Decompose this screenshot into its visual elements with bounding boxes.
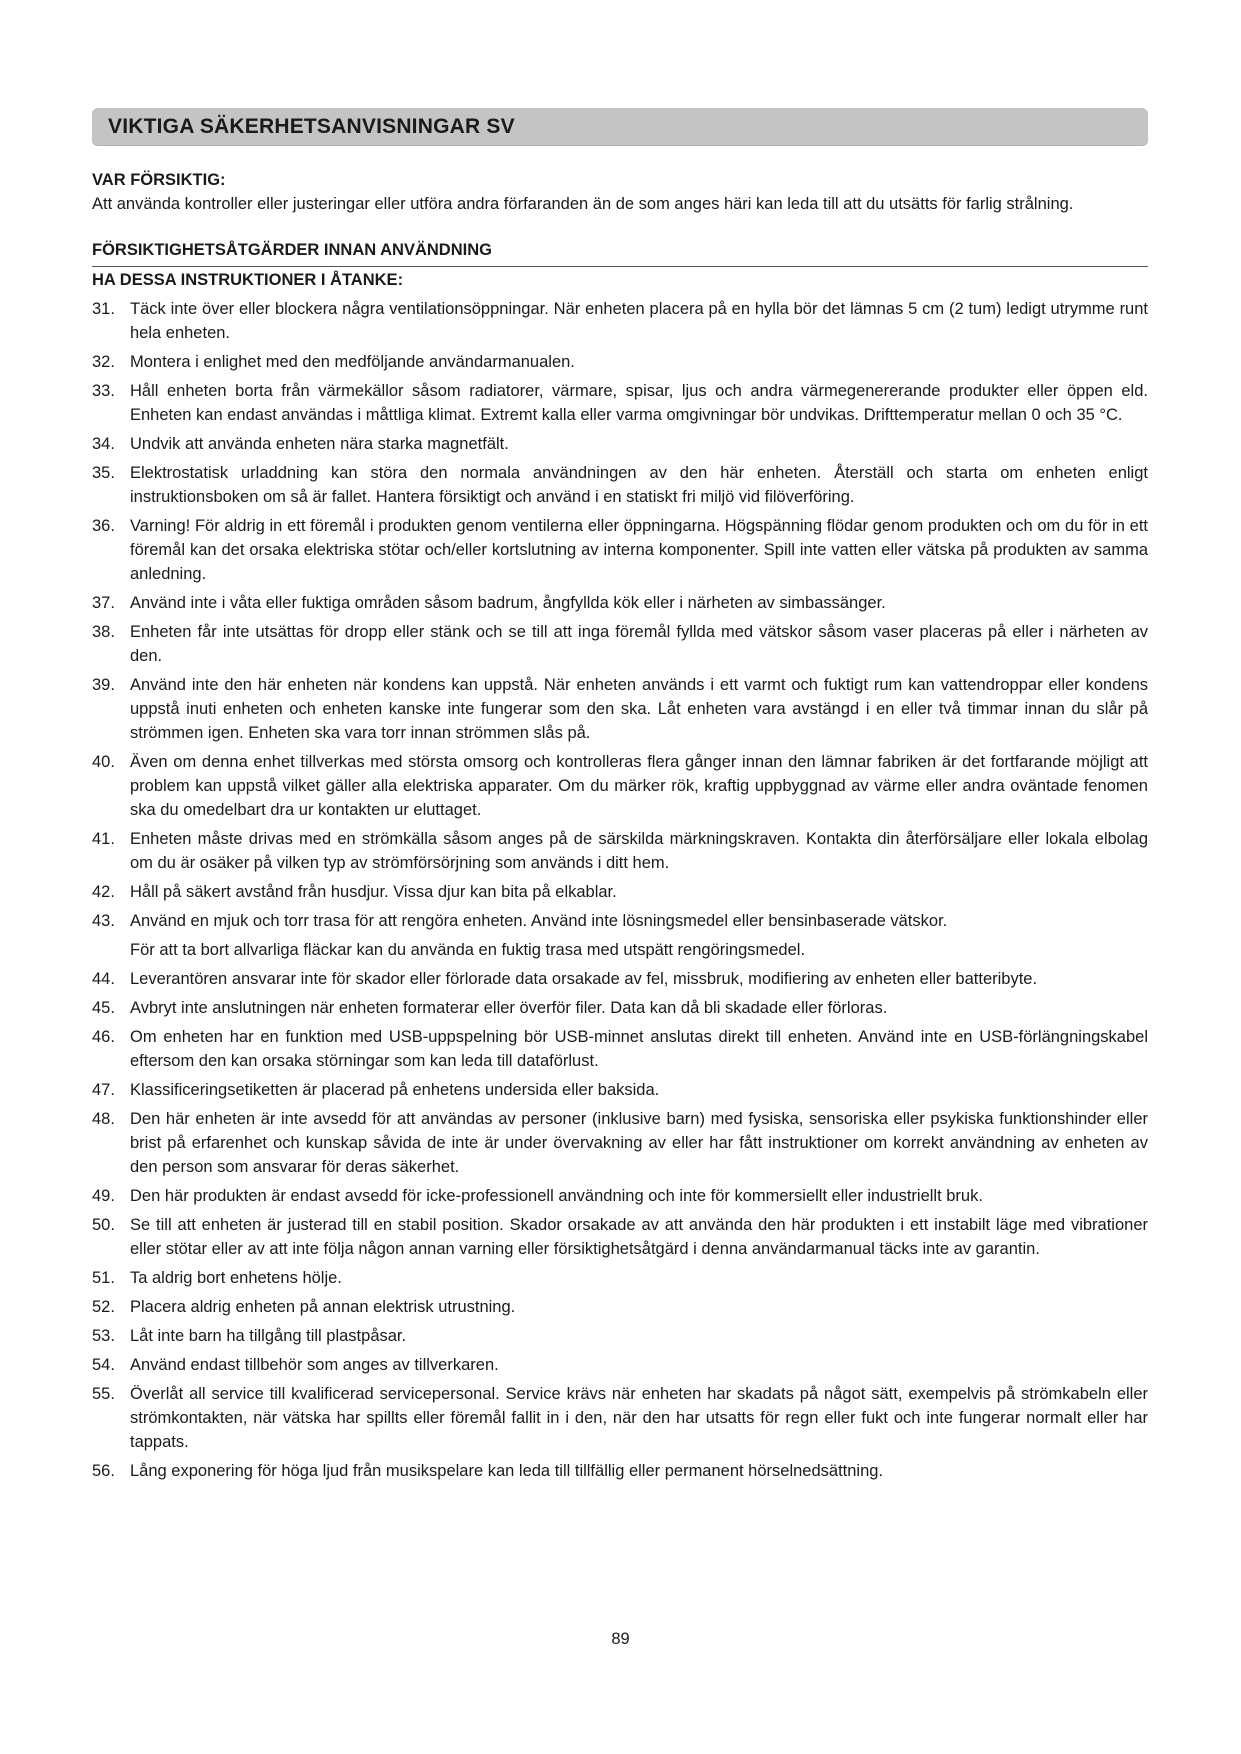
list-item-text: Låt inte barn ha tillgång till plastpåsar. [130, 1327, 407, 1345]
list-item [92, 1107, 1148, 1179]
list-item-text: Se till att enheten är justerad till en stabil position. Skador orsakade av att använda den här produkten i ett instabilt läge med vibrationer eller stötar eller av att inte följa någon annan varning eller försiktighetsåtgärd i denna användarmanual täcks inte av garantin. [130, 1216, 1148, 1258]
list-item-number: 53. [92, 1327, 115, 1345]
caution-text: Att använda kontroller eller justeringar eller utföra andra förfaranden än de som anges häri kan leda till att du utsätts för farlig strålning. [92, 195, 1074, 213]
list-item-number: 54. [92, 1356, 115, 1374]
list-item-number: 46. [92, 1028, 115, 1046]
list-item-text: Håll enheten borta från värmekällor såsom radiatorer, värmare, spisar, ljus och andra värmegenererande produkter eller öppen eld. Enheten kan endast användas i måttliga klimat. Extremt kalla eller varma omgivningar bör undvikas. Drifttemperatur mellan 0 och 35 °C. [130, 382, 1148, 424]
list-item [92, 1382, 1148, 1454]
list-item-text: Placera aldrig enheten på annan elektrisk utrustning. [130, 1298, 516, 1316]
list-item-number: 31. [92, 300, 115, 318]
list-item-text: Håll på säkert avstånd från husdjur. Vissa djur kan bita på elkablar. [130, 883, 617, 901]
list-item-number: 51. [92, 1269, 115, 1287]
list-item-text: Klassificeringsetiketten är placerad på enhetens undersida eller baksida. [130, 1081, 660, 1099]
list-item [92, 750, 1148, 822]
list-item-number: 32. [92, 353, 115, 371]
list-item [92, 967, 1148, 991]
list-item-number: 39. [92, 676, 115, 694]
list-item [92, 909, 1148, 933]
list-item [92, 1324, 1148, 1348]
list-item-number: 41. [92, 830, 115, 848]
document-page [92, 108, 1148, 1488]
list-item-text: Täck inte över eller blockera några ventilationsöppningar. När enheten placera på en hylla bör det lämnas 5 cm (2 tum) ledigt utrymme runt hela enheten. [130, 300, 1148, 342]
list-item-number: 33. [92, 382, 115, 400]
list-item-text: Avbryt inte anslutningen när enheten formaterar eller överför filer. Data kan då bli skadade eller förloras. [130, 999, 888, 1017]
list-item [92, 620, 1148, 668]
page-title: VIKTIGA SÄKERHETSANVISNINGAR SV [108, 115, 515, 138]
list-item-text: Använd endast tillbehör som anges av tillverkaren. [130, 1356, 499, 1374]
list-item [92, 379, 1148, 427]
list-item-number: 35. [92, 464, 115, 482]
list-item-number: 43. [92, 912, 115, 930]
list-item [92, 432, 1148, 456]
list-item [92, 461, 1148, 509]
list-item [92, 827, 1148, 875]
section-heading: FÖRSIKTIGHETSÅTGÄRDER INNAN ANVÄNDNING [92, 241, 492, 259]
list-item-text: Även om denna enhet tillverkas med största omsorg och kontrolleras flera gånger innan den lämnar fabriken är det fortfarande möjligt att problem kan uppstå vilket gäller alla elektriska apparater. Om du märker rök, kraftig uppbyggnad av värme eller andra oväntade fenomen ska du omedelbart dra ur kontakten ur eluttaget. [130, 753, 1148, 819]
list-item-number: 44. [92, 970, 115, 988]
list-item-number: 36. [92, 517, 115, 535]
list-item [92, 1295, 1148, 1319]
list-item-text: Leverantören ansvarar inte för skador eller förlorade data orsakade av fel, missbruk, modifiering av enheten eller batteribyte. [130, 970, 1038, 988]
list-item-number: 56. [92, 1462, 115, 1480]
page-number: 89 [611, 1630, 630, 1648]
list-item-text: Den här produkten är endast avsedd för icke-professionell användning och inte för kommersiellt eller industriellt bruk. [130, 1187, 983, 1205]
list-item-text: Ta aldrig bort enhetens hölje. [130, 1269, 342, 1287]
list-item [92, 591, 1148, 615]
list-item [92, 938, 1148, 962]
list-item [92, 350, 1148, 374]
list-item [92, 1353, 1148, 1377]
list-item-text: Använd en mjuk och torr trasa för att rengöra enheten. Använd inte lösningsmedel eller bensinbaserade vätskor. [130, 912, 948, 930]
list-item [92, 297, 1148, 345]
list-item-text: Använd inte den här enheten när kondens kan uppstå. När enheten används i ett varmt och fuktigt rum kan vattendroppar eller kondens uppstå inuti enheten och enheten kanske inte fungerar som den ska. Låt enheten vara avstängd i en eller två timmar innan du slår på strömmen igen. Enheten ska vara torr innan strömmen slås på. [130, 676, 1148, 742]
list-item-number: 45. [92, 999, 115, 1017]
list-item-text: Undvik att använda enheten nära starka magnetfält. [130, 435, 509, 453]
list-item-number: 50. [92, 1216, 115, 1234]
list-item-text: Den här enheten är inte avsedd för att användas av personer (inklusive barn) med fysiska, sensoriska eller psykiska funktionshinder eller brist på erfarenhet och kunskap såvida de inte är under övervakning av eller har fått instruktioner om korrekt användning av enheten av den person som ansvarar för deras säkerhet. [130, 1110, 1148, 1176]
list-item [92, 673, 1148, 745]
list-item-number: 52. [92, 1298, 115, 1316]
list-item [92, 514, 1148, 586]
list-item-number: 42. [92, 883, 115, 901]
list-item-number: 34. [92, 435, 115, 453]
caution-heading: VAR FÖRSIKTIG: [92, 171, 226, 189]
list-item-text: Montera i enlighet med den medföljande användarmanualen. [130, 353, 575, 371]
list-item-text: Använd inte i våta eller fuktiga områden såsom badrum, ångfyllda kök eller i närheten av simbassänger. [130, 594, 886, 612]
list-item-text: Varning! För aldrig in ett föremål i produkten genom ventilerna eller öppningarna. Högspänning flödar genom produkten och om du för in ett föremål kan det orsaka elektriska stötar och/eller kortslutning av interna komponenter. Spill inte vatten eller vätska på produkten av samma anledning. [130, 517, 1148, 583]
list-item-text: Lång exponering för höga ljud från musikspelare kan leda till tillfällig eller permanent hörselnedsättning. [130, 1462, 884, 1480]
list-item [92, 880, 1148, 904]
list-item-number: 48. [92, 1110, 115, 1128]
list-item-number: 49. [92, 1187, 115, 1205]
list-item-text: Elektrostatisk urladdning kan störa den normala användningen av den här enheten. Återställ och starta om enheten enligt instruktionsboken om så är fallet. Hantera försiktigt och använd i en statiskt fri miljö vid filöverföring. [130, 464, 1148, 506]
list-item-number: 37. [92, 594, 115, 612]
list-item-text: Enheten får inte utsättas för dropp eller stänk och se till att inga föremål fyllda med vätskor såsom vaser placeras på eller i närheten av den. [130, 623, 1148, 665]
list-item-number [92, 938, 130, 962]
safety-instructions-list [92, 297, 1148, 1483]
list-item-text: Om enheten har en funktion med USB-uppspelning bör USB-minnet anslutas direkt till enheten. Använd inte en USB-förlängningskabel eftersom den kan orsaka störningar som kan leda till dataförlust. [130, 1028, 1148, 1070]
list-item [92, 996, 1148, 1020]
list-item-number: 38. [92, 623, 115, 641]
list-item-number: 40. [92, 753, 115, 771]
list-item-text: Överlåt all service till kvalificerad servicepersonal. Service krävs när enheten har skadats på något sätt, exempelvis på strömkabeln eller strömkontakten, när vätska har spillts eller föremål fallit in i den, när den har utsatts för regn eller fukt och inte fungerar normalt eller har tappats. [130, 1385, 1148, 1451]
subsection-heading: HA DESSA INSTRUKTIONER I ÅTANKE: [92, 266, 1148, 291]
list-item-number: 55. [92, 1385, 115, 1403]
list-item-text: För att ta bort allvarliga fläckar kan du använda en fuktig trasa med utspätt rengöringsmedel. [130, 941, 806, 959]
section-title-bar [92, 108, 1148, 146]
list-item [92, 1213, 1148, 1261]
list-item-text: Enheten måste drivas med en strömkälla såsom anges på de särskilda märkningskraven. Kontakta din återförsäljare eller lokala elbolag om du är osäker på vilken typ av strömförsörjning som används i ditt hem. [130, 830, 1148, 872]
list-item [92, 1025, 1148, 1073]
list-item [92, 1459, 1148, 1483]
list-item-number: 47. [92, 1081, 115, 1099]
list-item [92, 1078, 1148, 1102]
list-item [92, 1184, 1148, 1208]
list-item [92, 1266, 1148, 1290]
